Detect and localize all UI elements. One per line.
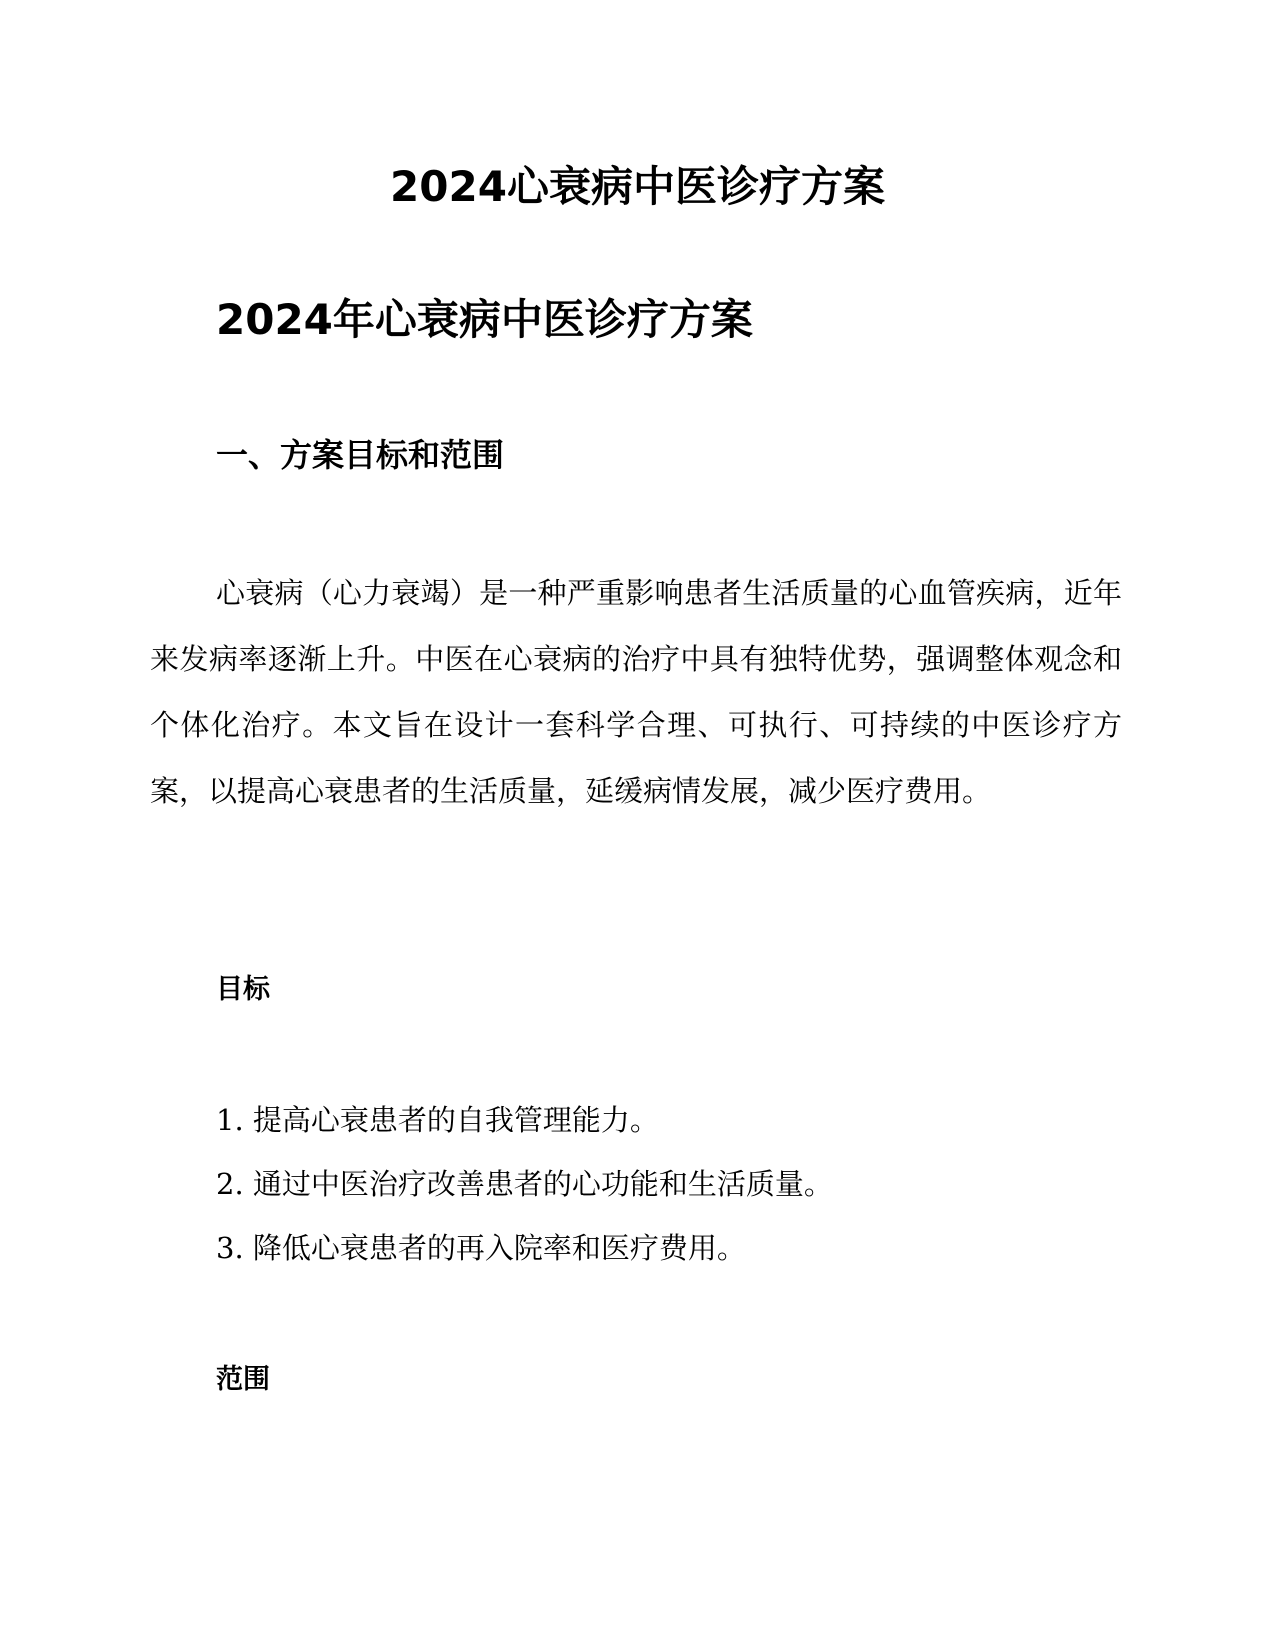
intro-paragraph: 心衰病（心力衰竭）是一种严重影响患者生活质量的心血管疾病，近年来发病率逐渐上升。中医在心衰病的治疗中具有独特优势，强调整体观念和个体化治疗。本文旨在设计一套科学合理、可执行、可持续的中医诊疗方案，以提高心衰患者的生活质量，延缓病情发展，减少医疗费用。	[150, 576, 1122, 808]
goals-list	[216, 1088, 833, 1280]
goal-item-2: 2. 通过中医治疗改善患者的心功能和生活质量。	[216, 1167, 833, 1201]
goals-heading: 目标	[216, 974, 270, 1005]
document-title: 2024心衰病中医诊疗方案	[390, 162, 885, 211]
goal-item-1: 1. 提高心衰患者的自我管理能力。	[216, 1103, 659, 1137]
section-heading-goals-scope: 一、方案目标和范围	[216, 436, 505, 474]
document-subtitle: 2024年心衰病中医诊疗方案	[216, 295, 753, 344]
goal-item-3: 3. 降低心衰患者的再入院率和医疗费用。	[216, 1231, 746, 1265]
scope-heading: 范围	[216, 1364, 270, 1395]
